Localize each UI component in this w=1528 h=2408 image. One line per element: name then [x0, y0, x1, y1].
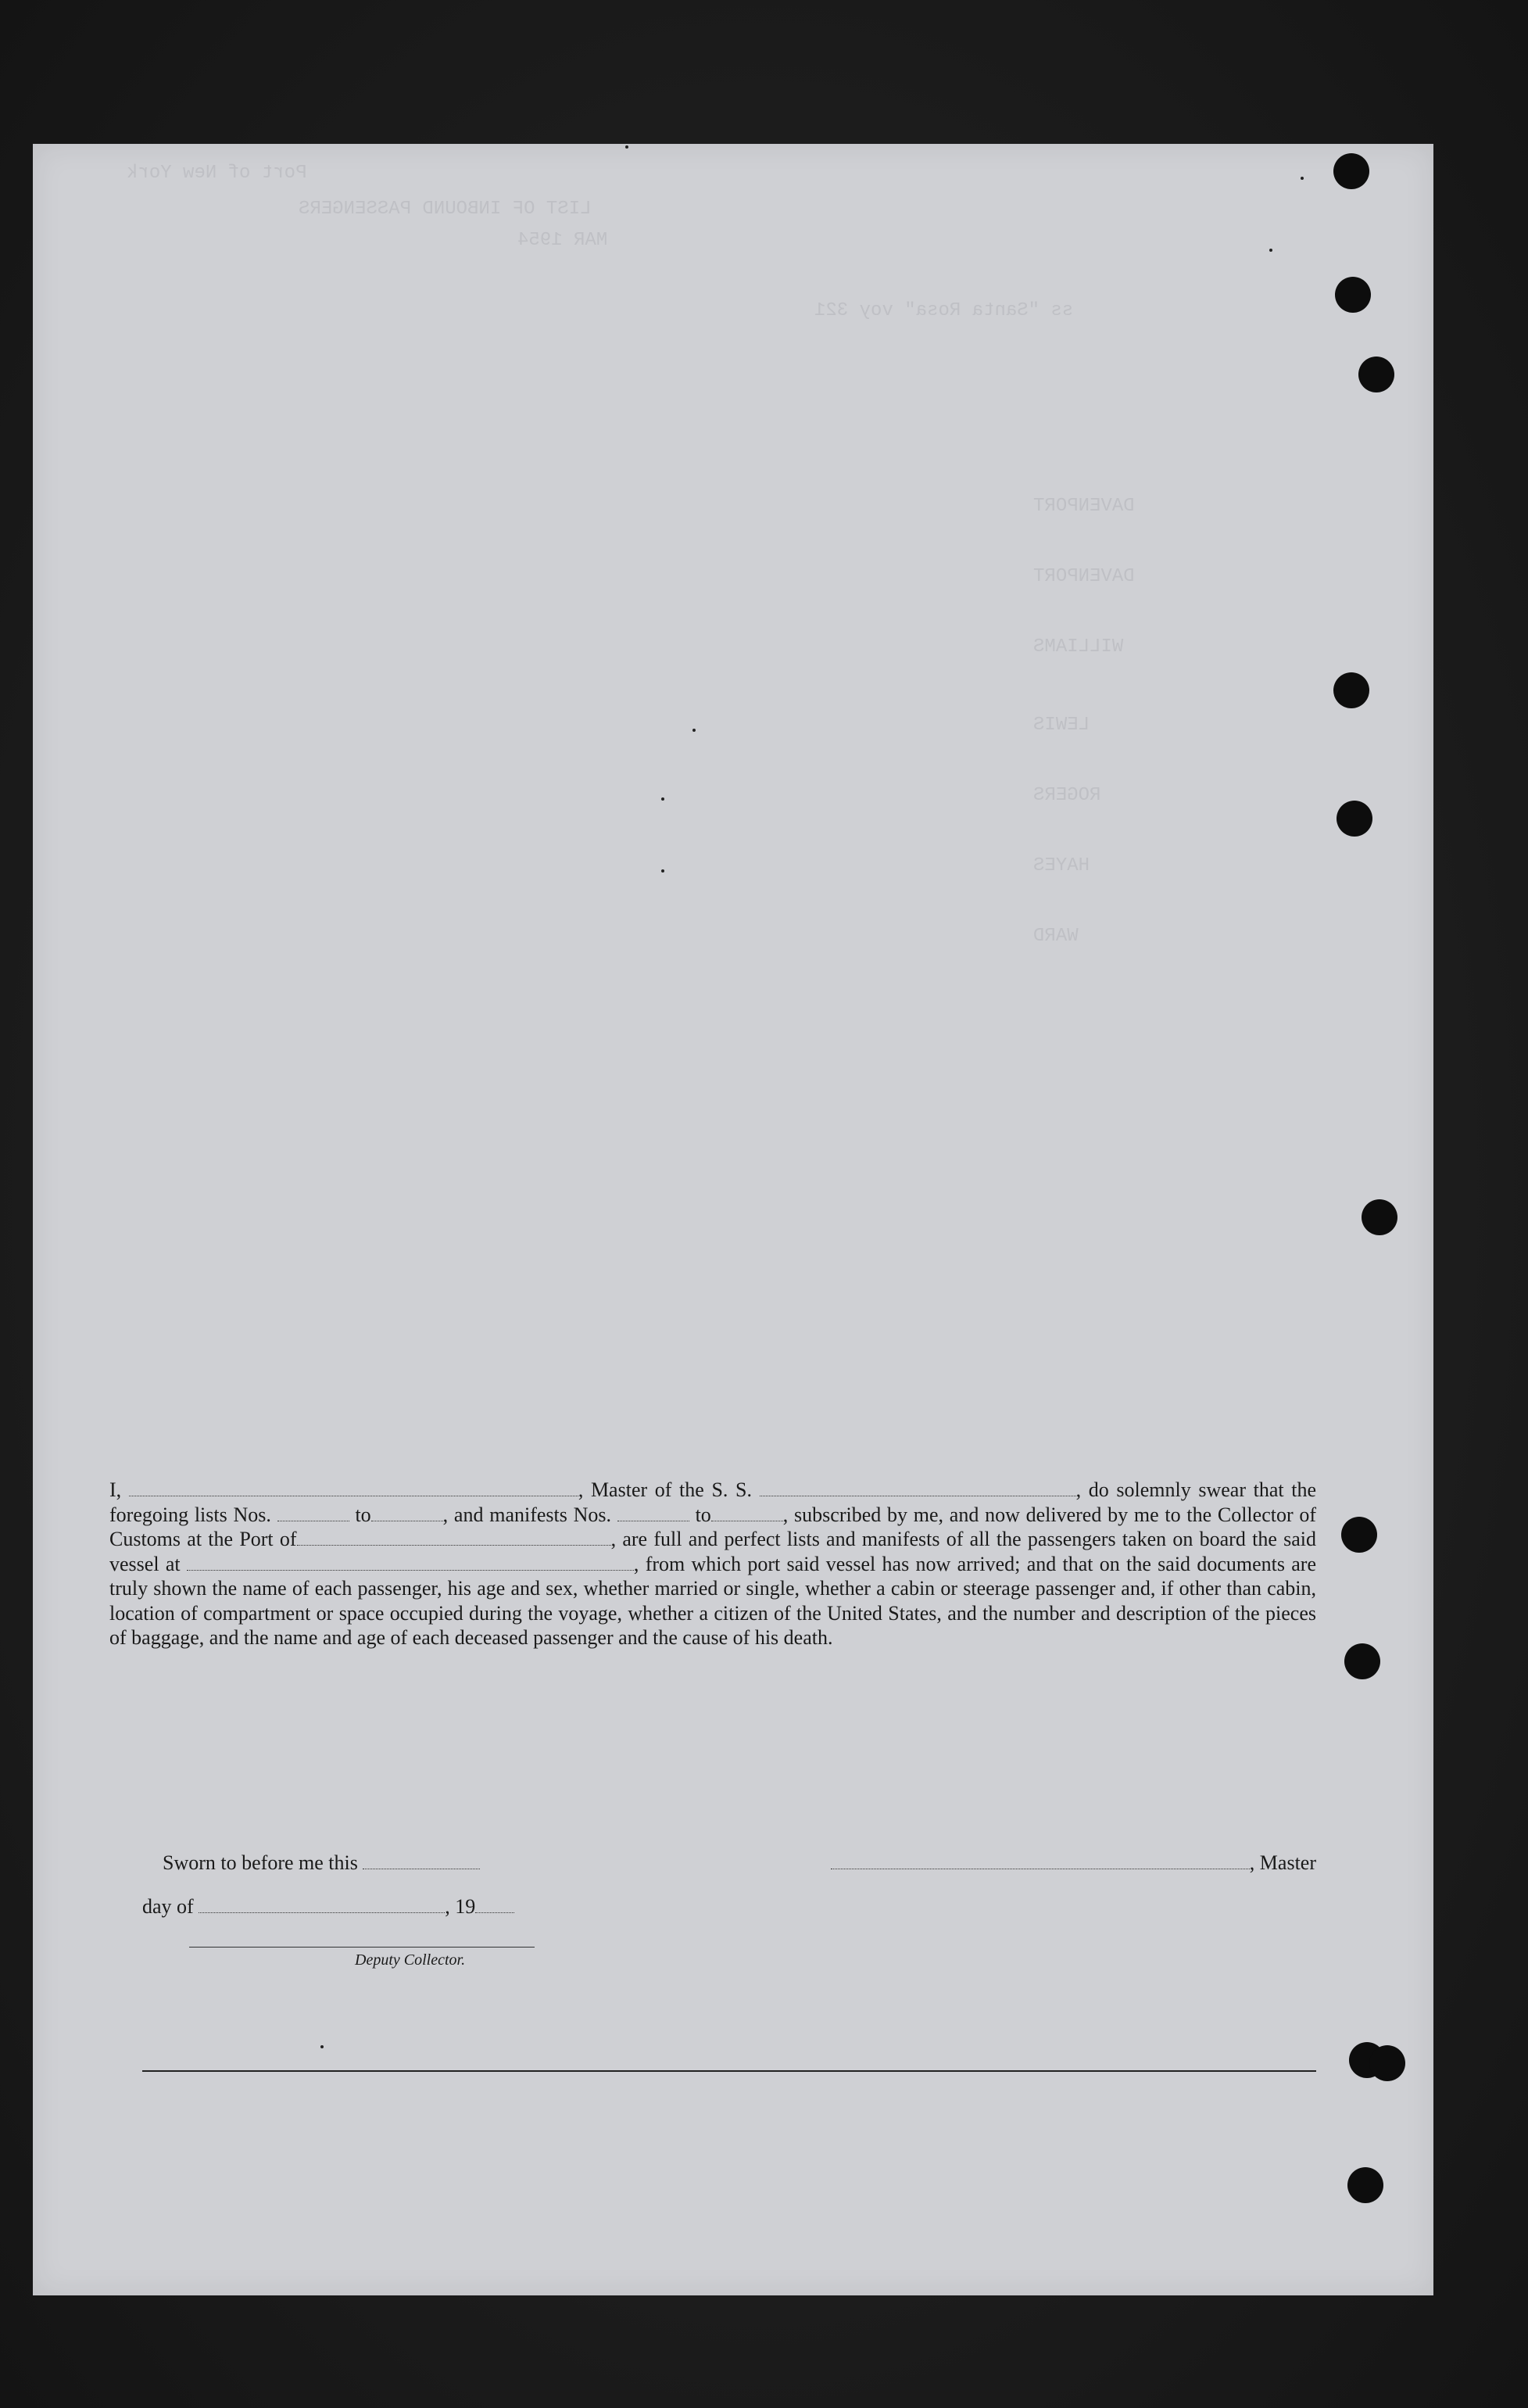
master-oath-paragraph: [109, 1478, 1316, 1650]
manifest-from-field[interactable]: [617, 1505, 689, 1521]
oath-text-7: , subscribed by me, and now delivered by me to the Collector of Customs at the Port of: [109, 1503, 1317, 1550]
master-name-field[interactable]: [129, 1480, 578, 1496]
punch-hole: [1333, 153, 1369, 189]
oath-text-5: , and manifests Nos.: [442, 1503, 612, 1526]
oath-text-4: to: [355, 1503, 371, 1526]
oath-text-2: , Master of the S. S.: [578, 1478, 753, 1501]
year-field[interactable]: [475, 1912, 514, 1913]
show-through-bleed: Port of New York LIST OF INBOUND PASSENGERS MAR 1954 ss "Santa Rosa" voy 321 DAVENPORT DAVENPORT WILLIAMS LEWIS ROGERS HAYES WARD: [127, 163, 1135, 947]
punch-hole: [1347, 2167, 1383, 2203]
oath-text-9: , from which port said vessel has now arrived; and that on the said documents are truly shown the name of each passenger, his age and sex, whether married or single, whether a cabin or steerage passenger and, if other than cabin, location of compartment or space occupied during the voyage, whether a citizen of the United States, and the number and description of the pieces of baggage, and the name and age of each deceased passenger and the cause of his death.: [109, 1552, 1317, 1649]
bottom-rule: [142, 2070, 1316, 2072]
oath-text-3: , do solemnly swear that the foregoing lists Nos.: [109, 1478, 1317, 1526]
list-from-field[interactable]: [277, 1505, 349, 1521]
punch-hole: [1369, 2045, 1405, 2081]
day-of-row: [142, 1895, 514, 1919]
month-field[interactable]: [199, 1912, 445, 1913]
port-of-departure-field[interactable]: [187, 1554, 634, 1571]
oath-text-8: , are full and perfect lists and manifests of all the passengers taken on board the said vessel at: [109, 1528, 1316, 1575]
punch-hole: [1333, 672, 1369, 708]
day-of-label: day of: [142, 1895, 194, 1918]
punch-hole: [1337, 801, 1372, 837]
punch-hole: [1362, 1199, 1397, 1235]
year-label: , 19: [445, 1895, 476, 1918]
oath-text-1: I,: [109, 1478, 122, 1501]
punch-hole: [1341, 1517, 1377, 1553]
sworn-label: Sworn to before me this: [163, 1851, 358, 1874]
deputy-collector-label: Deputy Collector.: [355, 1951, 466, 1969]
punch-hole: [1358, 357, 1394, 392]
manifest-page: [33, 144, 1433, 2295]
master-label: , Master: [1249, 1851, 1316, 1874]
punch-hole: [1335, 277, 1371, 313]
manifest-to-field[interactable]: [711, 1505, 783, 1521]
deputy-signature-line[interactable]: [189, 1947, 535, 1948]
port-of-arrival-field[interactable]: [297, 1529, 611, 1546]
oath-text-6: to: [695, 1503, 711, 1526]
list-to-field[interactable]: [371, 1505, 443, 1521]
ship-name-field[interactable]: [760, 1480, 1076, 1496]
punch-hole: [1344, 1643, 1380, 1679]
